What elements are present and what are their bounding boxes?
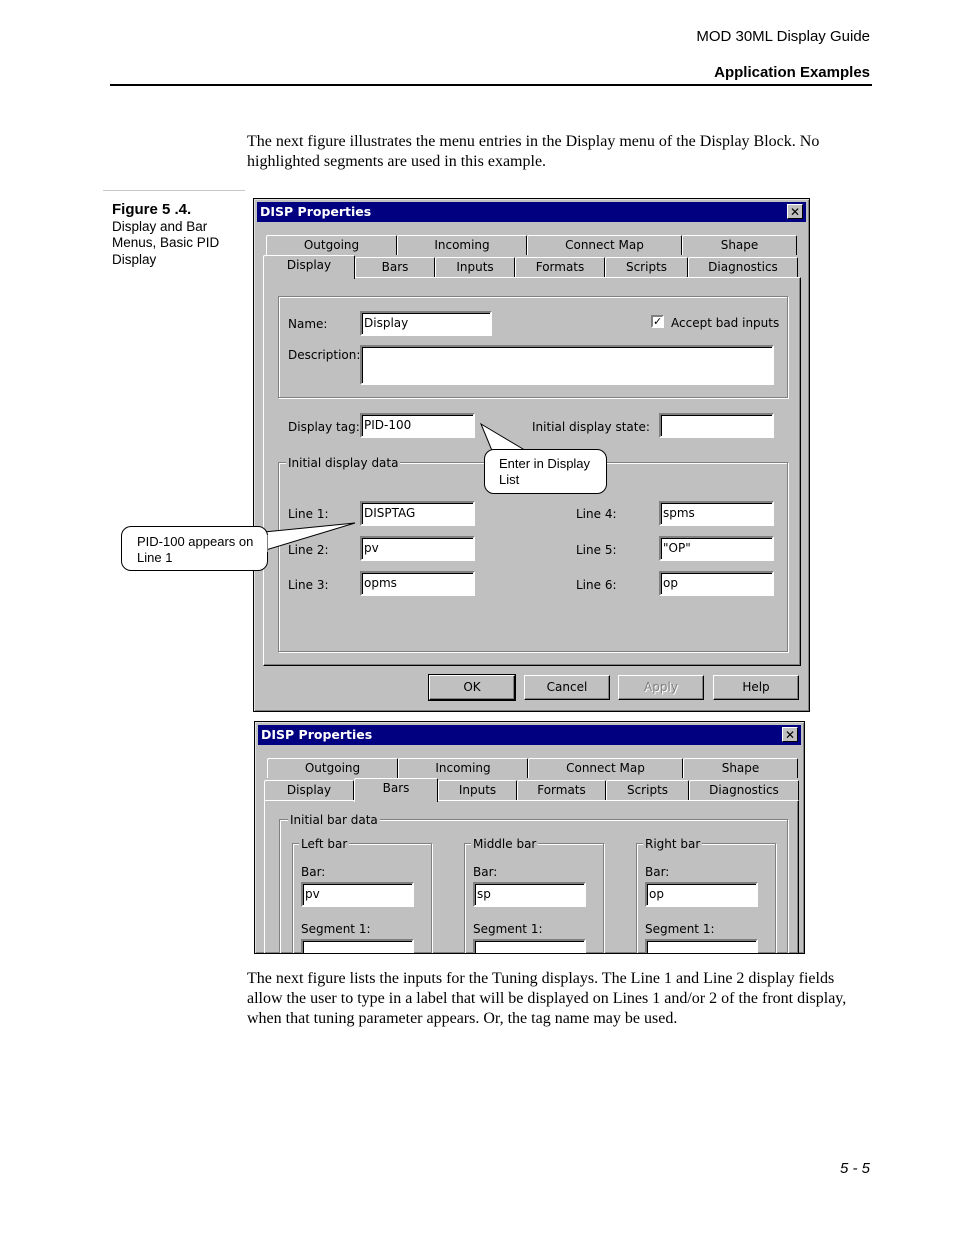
display-tag-field[interactable]: PID-100: [360, 413, 475, 438]
ok-button[interactable]: OK: [429, 675, 515, 700]
right-bar-bar-label: Bar:: [645, 865, 670, 879]
middle-bar-field[interactable]: sp: [473, 882, 586, 907]
tab-outgoing[interactable]: Outgoing: [267, 758, 398, 778]
left-bar-bar-label: Bar:: [301, 865, 326, 879]
callout-pid100-line1: PID-100 appears on Line 1: [121, 526, 268, 571]
name-field[interactable]: Display: [360, 311, 492, 336]
callout-enter-display-list: Enter in Display List: [484, 449, 607, 494]
right-bar-field[interactable]: op: [645, 882, 758, 907]
tab-bars[interactable]: Bars: [355, 257, 435, 277]
line-4-field[interactable]: spms: [659, 501, 774, 526]
cancel-button[interactable]: Cancel: [524, 675, 610, 700]
tab-outgoing[interactable]: Outgoing: [266, 235, 397, 255]
tab-display[interactable]: Display: [263, 255, 355, 279]
tab-scripts[interactable]: Scripts: [606, 780, 689, 800]
line-6-label: Line 6:: [576, 578, 617, 592]
tab-incoming[interactable]: Incoming: [397, 235, 527, 255]
left-segment-1-label: Segment 1:: [301, 922, 371, 936]
line-5-label: Line 5:: [576, 543, 617, 557]
display-tag-label: Display tag:: [288, 420, 360, 434]
line-1-field[interactable]: DISPTAG: [360, 501, 475, 526]
accept-bad-inputs-checkbox[interactable]: ✓: [653, 315, 663, 328]
page-number: 5 - 5: [839, 1160, 870, 1177]
tab-inputs[interactable]: Inputs: [438, 780, 517, 800]
close-icon[interactable]: ✕: [787, 204, 803, 219]
initial-display-state-label: Initial display state:: [532, 420, 650, 434]
line-3-label: Line 3:: [288, 578, 329, 592]
tab-connect-map[interactable]: Connect Map: [528, 758, 683, 778]
tab-bars[interactable]: Bars: [354, 778, 438, 802]
tab-diagnostics[interactable]: Diagnostics: [688, 257, 798, 277]
tab-scripts[interactable]: Scripts: [605, 257, 688, 277]
tab-shape[interactable]: Shape: [682, 235, 797, 255]
dialog-title: DISP Properties: [261, 727, 373, 742]
line-6-field[interactable]: op: [659, 571, 774, 596]
right-segment-1-label: Segment 1:: [645, 922, 715, 936]
middle-bar-bar-label: Bar:: [473, 865, 498, 879]
left-bar-field[interactable]: pv: [301, 882, 414, 907]
outro-paragraph: The next figure lists the inputs for the Tuning displays. The Line 1 and Line 2 display fields allow the user to type in a label that will be displayed on Lines 1 and/or 2 of the front display, when that tuning parameter appears. Or, the tag name may be used.: [247, 970, 847, 1027]
line-2-field[interactable]: pv: [360, 536, 475, 561]
section-title: Application Examples: [714, 64, 870, 81]
document-title: MOD 30ML Display Guide: [696, 28, 870, 45]
tab-incoming[interactable]: Incoming: [398, 758, 528, 778]
apply-button-label: Apply: [644, 680, 678, 694]
figure-caption-text: Display and Bar Menus, Basic PID Display: [112, 218, 220, 267]
line-2-label: Line 2:: [288, 543, 329, 557]
tab-connect-map[interactable]: Connect Map: [527, 235, 682, 255]
initial-display-data-label: Initial display data: [288, 456, 399, 470]
help-button[interactable]: Help: [713, 675, 799, 700]
middle-segment-1-label: Segment 1:: [473, 922, 543, 936]
accept-bad-inputs-label: Accept bad inputs: [671, 316, 780, 330]
description-label: Description:: [288, 348, 361, 362]
tab-display[interactable]: Display: [264, 780, 354, 800]
tab-inputs[interactable]: Inputs: [435, 257, 515, 277]
dialog-title: DISP Properties: [260, 204, 372, 219]
name-label: Name:: [288, 317, 328, 331]
tab-formats[interactable]: Formats: [515, 257, 605, 277]
tab-formats[interactable]: Formats: [517, 780, 606, 800]
tab-diagnostics[interactable]: Diagnostics: [689, 780, 799, 800]
figure-number: Figure 5 .4.: [112, 201, 192, 218]
close-icon[interactable]: ✕: [782, 727, 798, 742]
middle-bar-label: Middle bar: [473, 837, 537, 851]
left-bar-label: Left bar: [301, 837, 348, 851]
line-5-field[interactable]: "OP": [659, 536, 774, 561]
line-1-label: Line 1:: [288, 507, 329, 521]
tab-shape[interactable]: Shape: [683, 758, 798, 778]
initial-bar-data-label: Initial bar data: [290, 813, 378, 827]
line-3-field[interactable]: opms: [360, 571, 475, 596]
line-4-label: Line 4:: [576, 507, 617, 521]
right-bar-label: Right bar: [645, 837, 701, 851]
intro-paragraph: The next figure illustrates the menu entries in the Display menu of the Display Block. No highlighted segments are used in this example.: [247, 133, 820, 170]
